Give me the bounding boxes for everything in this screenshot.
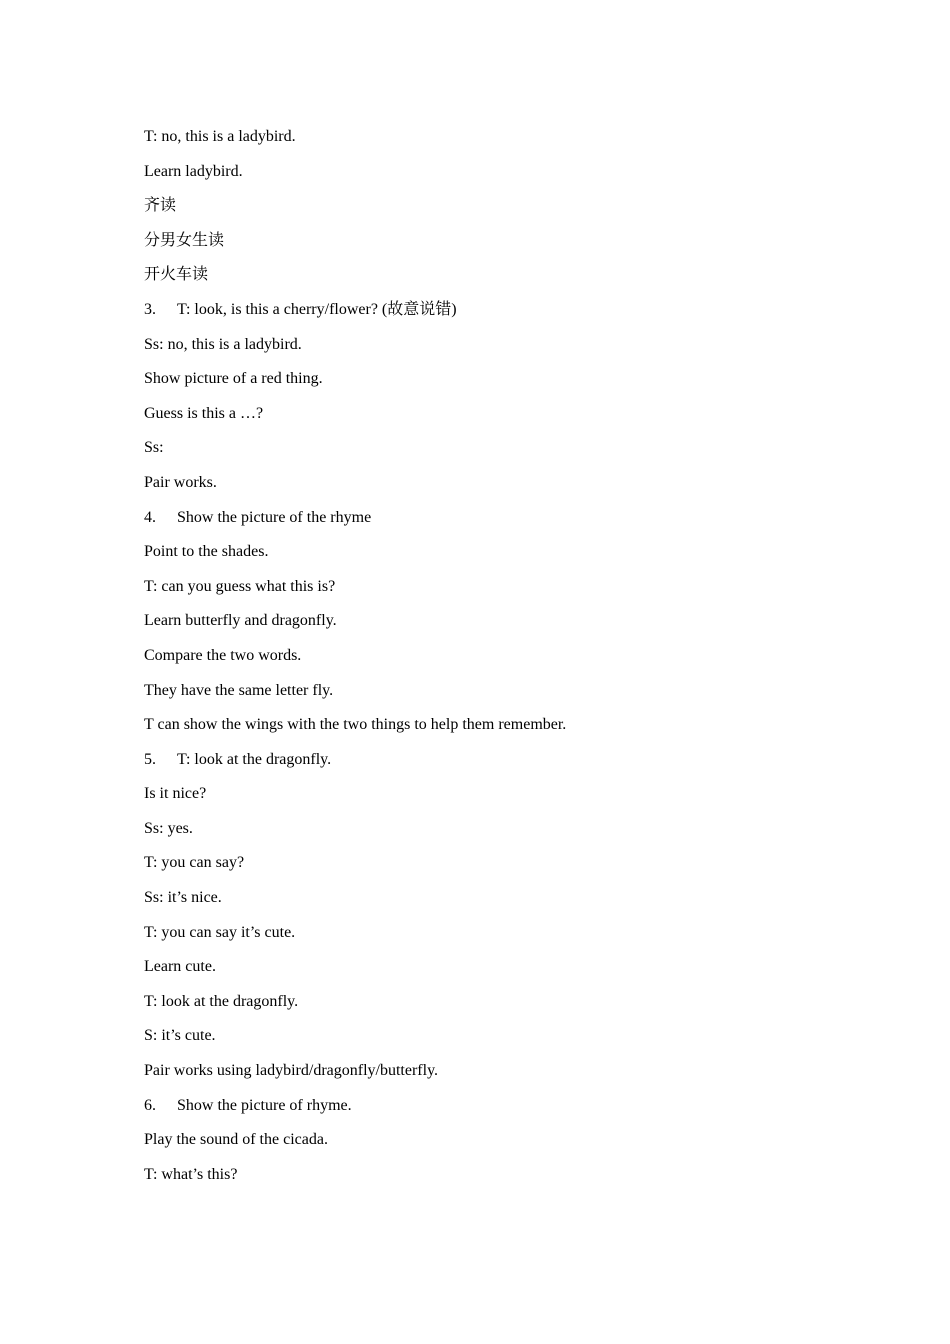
text-line: [144, 1021, 844, 1056]
line-text: T: look at the dragonfly.: [144, 992, 299, 1010]
line-text: T: you can say?: [144, 854, 245, 872]
text-line: [144, 883, 844, 918]
text-line: [144, 157, 844, 192]
line-text: T: no, this is a ladybird.: [144, 128, 296, 145]
line-text: Ss: yes.: [144, 819, 193, 837]
text-line: [144, 260, 844, 295]
text-line: [144, 710, 844, 745]
text-line: [144, 1160, 844, 1195]
line-text: T: what’s this?: [144, 1165, 238, 1183]
line-text: Show picture of a red thing.: [144, 370, 323, 388]
text-line: [144, 641, 844, 676]
text-line: [144, 399, 844, 434]
text-line: [144, 848, 844, 883]
numbered-line: [144, 503, 844, 538]
text-line: [144, 572, 844, 607]
line-text: T: look, is this a cherry/flower? (故意说错): [177, 300, 457, 318]
numbered-line: [144, 745, 844, 780]
text-line: [144, 676, 844, 711]
line-text: Point to the shades.: [144, 543, 269, 561]
line-text: 开火车读: [144, 266, 209, 284]
list-number: 5.: [144, 750, 156, 768]
line-text: T: can you guess what this is?: [144, 577, 336, 595]
line-text: T can show the wings with the two things to help them remember.: [144, 716, 567, 734]
text-line: [144, 468, 844, 503]
line-text: Is it nice?: [144, 785, 207, 803]
line-text: Ss: no, this is a ladybird.: [144, 335, 302, 353]
list-number: 3.: [144, 300, 156, 318]
text-line: [144, 364, 844, 399]
line-text: Guess is this a …?: [144, 404, 264, 422]
line-text: Learn cute.: [144, 958, 216, 976]
numbered-line: [144, 1091, 844, 1126]
text-line: [144, 814, 844, 849]
text-line: [144, 191, 844, 226]
text-line: [144, 952, 844, 987]
line-text: 分男女生读: [144, 231, 225, 249]
line-text: 齐读: [144, 197, 177, 215]
text-line: [144, 226, 844, 261]
numbered-line: [144, 295, 844, 330]
line-text: Pair works using ladybird/dragonfly/butterfly.: [144, 1062, 439, 1080]
line-text: Pair works.: [144, 473, 217, 491]
line-text: Show the picture of the rhyme: [177, 508, 372, 526]
text-line: [144, 1056, 844, 1091]
line-text: T: you can say it’s cute.: [144, 923, 296, 941]
text-line: [144, 606, 844, 641]
document-body: [144, 122, 844, 1194]
text-line: [144, 330, 844, 365]
text-line: [144, 122, 844, 157]
text-line: [144, 537, 844, 572]
line-text: Ss: it’s nice.: [144, 889, 222, 907]
line-text: S: it’s cute.: [144, 1027, 216, 1045]
line-text: They have the same letter fly.: [144, 681, 334, 699]
text-line: [144, 1125, 844, 1160]
list-number: 4.: [144, 508, 156, 526]
line-text: Compare the two words.: [144, 646, 302, 664]
line-text: Ss:: [144, 439, 164, 457]
text-line: [144, 779, 844, 814]
list-number: 6.: [144, 1096, 156, 1114]
text-line: [144, 987, 844, 1022]
line-text: Play the sound of the cicada.: [144, 1131, 328, 1149]
line-text: Learn ladybird.: [144, 162, 243, 180]
text-line: [144, 918, 844, 953]
line-text: Show the picture of rhyme.: [177, 1096, 352, 1114]
line-text: Learn butterfly and dragonfly.: [144, 612, 337, 630]
line-text: T: look at the dragonfly.: [177, 750, 332, 768]
text-line: [144, 433, 844, 468]
